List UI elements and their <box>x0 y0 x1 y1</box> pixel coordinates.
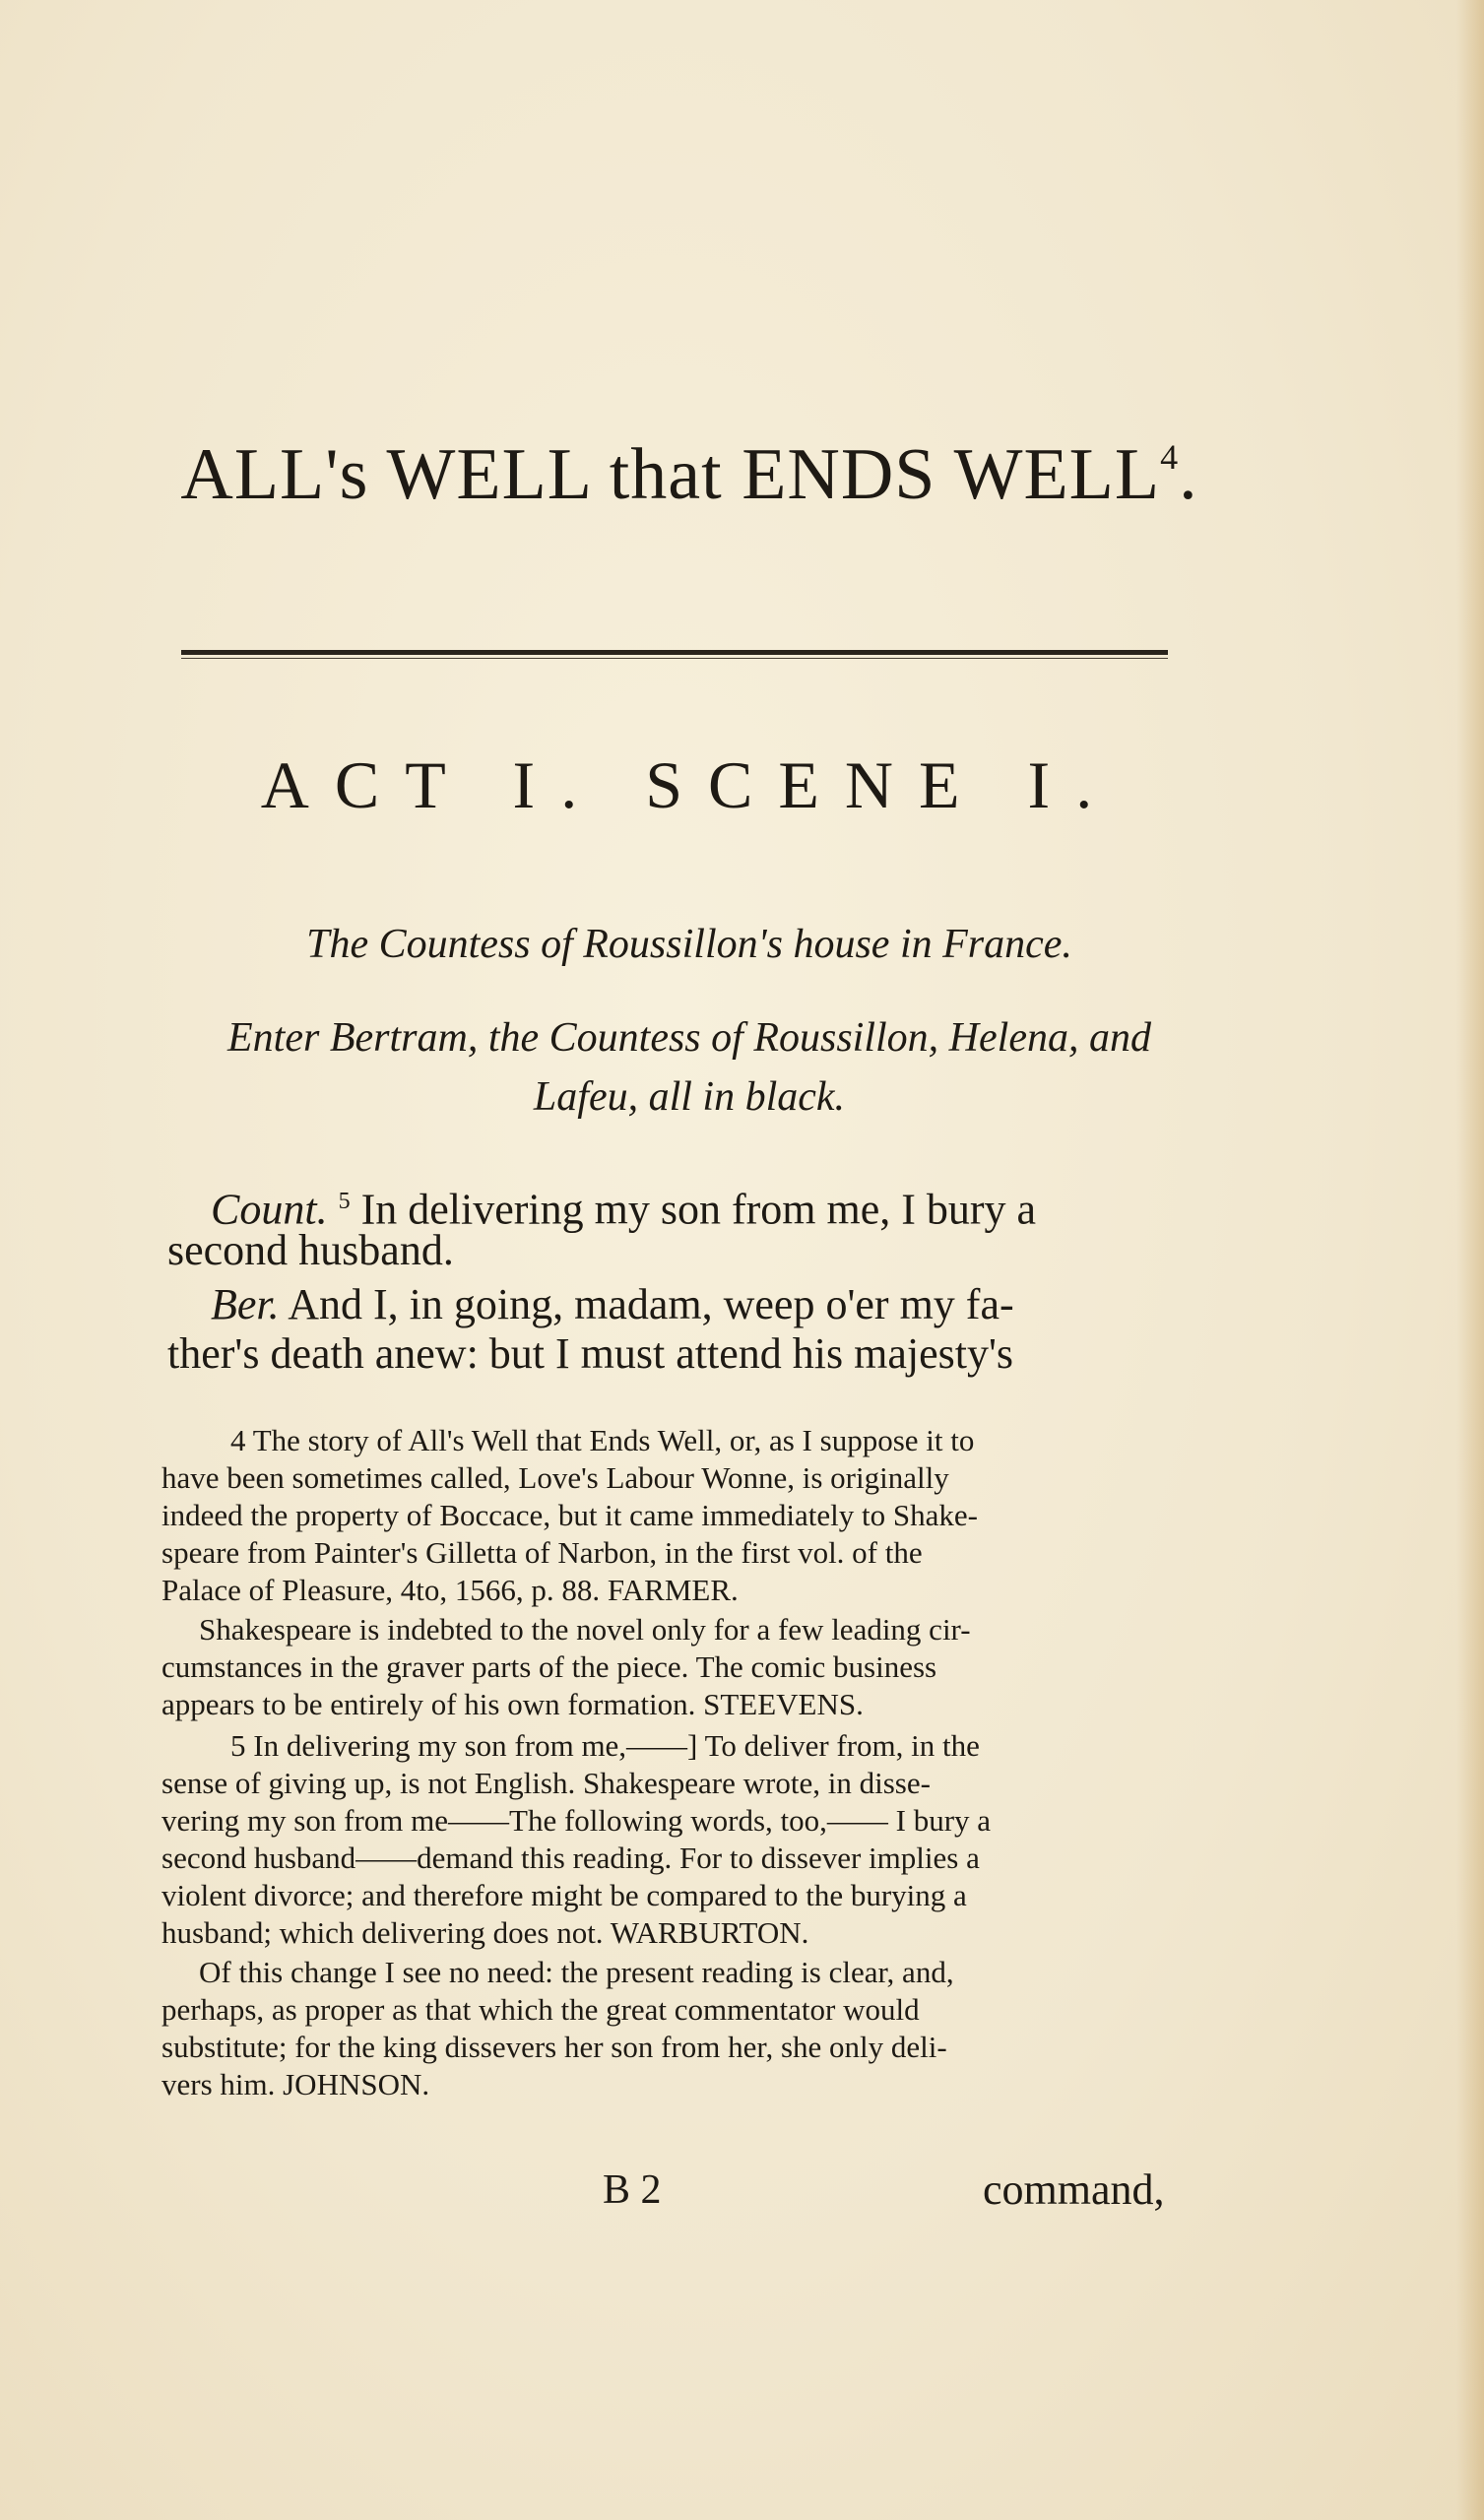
stage-direction-line-2: Lafeu, all in black. <box>533 1074 846 1120</box>
page-edge-shadow <box>1456 0 1484 2520</box>
dialogue-line <box>211 1280 1235 1329</box>
dialogue-line <box>167 1329 1192 1379</box>
stage-direction-line-1: Enter Bertram, the Countess of Roussillon, Helena, and <box>227 1015 1151 1061</box>
scene-setting: The Countess of Roussillon's house in France. <box>306 922 1072 967</box>
footnote-line: second husband——demand this reading. For to dissever implies a <box>161 1841 980 1875</box>
signature-mark: B 2 <box>603 2167 662 2213</box>
dialogue-line <box>167 1226 1192 1275</box>
footnote-line: have been sometimes called, Love's Labour Wonne, is originally <box>161 1460 949 1495</box>
footnote-line: vering my son from me——The following words, too,—— I bury a <box>161 1803 992 1838</box>
dialogue-text: ther's death anew: but I must attend his majesty's <box>167 1329 1014 1378</box>
dialogue-text: second husband. <box>167 1226 454 1274</box>
title-footnote-mark: 4 <box>1160 437 1180 477</box>
footnote-line: indeed the property of Boccace, but it came immediately to Shake- <box>161 1498 978 1532</box>
footnote-line: sense of giving up, is not English. Shakespeare wrote, in disse- <box>161 1766 931 1800</box>
title-rule <box>181 650 1168 655</box>
play-title-text: ALL's WELL that ENDS WELL <box>180 434 1161 515</box>
footnote-line: perhaps, as proper as that which the great commentator would <box>161 1992 920 2027</box>
play-title <box>177 433 1201 517</box>
act-scene-heading: ACT I. SCENE I. <box>260 747 1119 822</box>
footnote-line: husband; which delivering does not. WARBURTON. <box>161 1915 809 1950</box>
speaker-name: Count. <box>211 1185 328 1234</box>
footnote-line: appears to be entirely of his own formation. STEEVENS. <box>161 1687 864 1721</box>
speaker-name: Ber. <box>211 1280 280 1328</box>
footnote-line: 5 In delivering my son from me,——] To deliver from, in the <box>230 1728 980 1763</box>
dialogue-text: In delivering my son from me, I bury a <box>360 1185 1037 1234</box>
footnote-line: violent divorce; and therefore might be compared to the burying a <box>161 1878 967 1912</box>
footnote-line: vers him. JOHNSON. <box>161 2067 430 2101</box>
footnote-line: Of this change I see no need: the present reading is clear, and, <box>199 1955 954 1989</box>
footnote-line: 4 The story of All's Well that Ends Well, or, as I suppose it to <box>230 1423 975 1457</box>
title-period: . <box>1179 434 1198 515</box>
footnote-mark: 5 <box>338 1189 351 1214</box>
dialogue-text: And I, in going, madam, weep o'er my fa- <box>288 1280 1014 1328</box>
footnote-line: speare from Painter's Gilletta of Narbon, in the first vol. of the <box>161 1535 923 1570</box>
catchword: command, <box>983 2165 1165 2214</box>
footnote-line: Shakespeare is indebted to the novel only for a few leading cir- <box>199 1612 971 1647</box>
footnote-line: cumstances in the graver parts of the piece. The comic business <box>161 1649 937 1684</box>
footnote-line: Palace of Pleasure, 4to, 1566, p. 88. FARMER. <box>161 1573 739 1607</box>
title-rule-thin <box>181 658 1168 659</box>
footnote-line: substitute; for the king dissevers her son from her, she only deli- <box>161 2030 947 2064</box>
